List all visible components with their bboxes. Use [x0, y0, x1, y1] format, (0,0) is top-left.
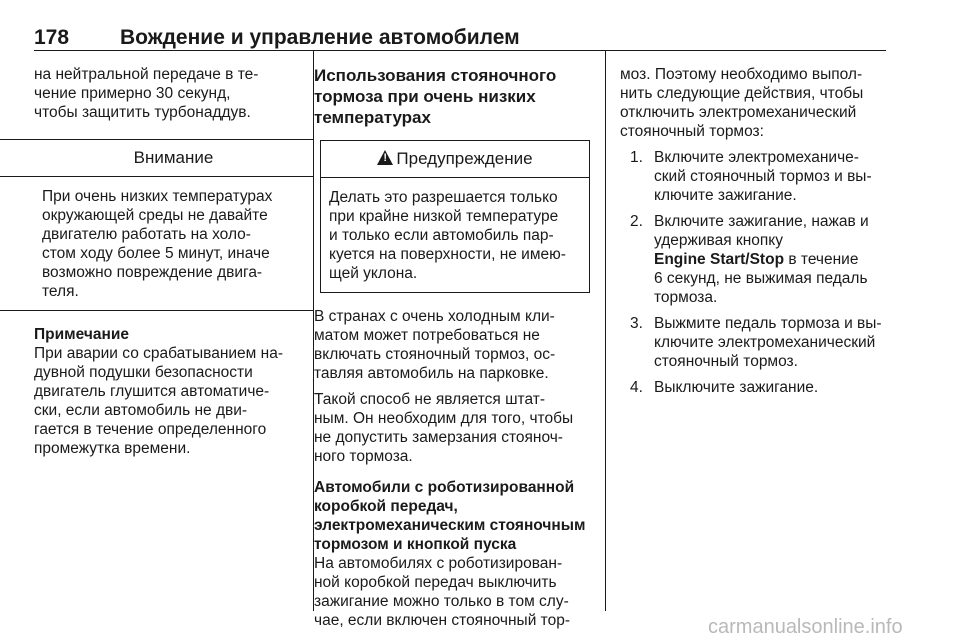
- section-heading: [314, 51, 590, 128]
- text-line: На автомобилях с роботизирован-: [314, 555, 563, 572]
- warning-triangle-icon: [377, 150, 393, 165]
- list-item: [630, 148, 890, 205]
- text-line: тормоза.: [654, 289, 718, 306]
- subheading-line: коробкой передач,: [314, 498, 458, 515]
- text-line: ного тормоза.: [314, 448, 413, 465]
- text-line: чение примерно 30 секунд,: [34, 85, 231, 102]
- text-line: щей уклона.: [329, 265, 418, 282]
- text-line: стояночный тормоз.: [654, 353, 798, 370]
- list-item: [630, 314, 890, 371]
- text-line: ключите зажигание.: [654, 187, 797, 204]
- text-line: двигателю работать на холо-: [42, 226, 251, 243]
- paragraph-3: [314, 554, 590, 630]
- chapter-title: Вождение и управление автомобилем: [120, 26, 520, 49]
- text-line: В странах с очень холодным кли-: [314, 308, 555, 325]
- text-line: при крайне низкой температуре: [329, 208, 559, 225]
- column-2: [314, 51, 590, 630]
- column-3: [606, 51, 890, 397]
- note-section: [34, 325, 298, 458]
- text-line: ной коробкой передач выключить: [314, 574, 557, 591]
- notice-body: [0, 177, 313, 310]
- text-line: на нейтральной передаче в те-: [34, 66, 259, 83]
- text-line: моз. Поэтому необходимо выпол-: [620, 66, 863, 83]
- text-line: Выключите зажигание.: [654, 379, 819, 396]
- text-line: гается в течение определенного: [34, 421, 267, 438]
- heading-line: температурах: [314, 108, 431, 127]
- text-line: стом ходу более 5 минут, иначе: [42, 245, 270, 262]
- notice-title: Внимание: [0, 140, 313, 177]
- paragraph-2: [314, 390, 590, 466]
- text-line: нить следующие действия, чтобы: [620, 85, 864, 102]
- text-line: Делать это разрешается только: [329, 189, 558, 206]
- step-number: 1.: [630, 149, 643, 166]
- watermark: carmanualsonline.info: [708, 616, 903, 638]
- text-line: дувной подушки безопасности: [34, 364, 253, 381]
- subheading-line: тормозом и кнопкой пуска: [314, 536, 517, 553]
- list-item: [630, 212, 890, 307]
- text-line: матом может потребоваться не: [314, 327, 540, 344]
- warning-title: [321, 141, 589, 178]
- subheading: [314, 478, 590, 554]
- intro-paragraph-3: [606, 51, 890, 141]
- paragraph-1: [314, 307, 590, 383]
- notice-box: [0, 139, 314, 311]
- text-line: 6 секунд, не выжимая педаль: [654, 270, 868, 287]
- text-line: удерживая кнопку: [654, 232, 783, 249]
- text-line: При аварии со срабатыванием на-: [34, 345, 283, 362]
- text-line: отключить электромеханический: [620, 104, 857, 121]
- heading-line: тормоза при очень низких: [314, 87, 536, 106]
- text-line: ным. Он необходим для того, чтобы: [314, 410, 574, 427]
- text-line: ски, если автомобиль не дви-: [34, 402, 248, 419]
- text-line: Включите электромеханиче-: [654, 149, 859, 166]
- text-line: При очень низких температурах: [42, 188, 273, 205]
- text-line: включать стояночный тормоз, ос-: [314, 346, 556, 363]
- intro-paragraph: [34, 51, 298, 122]
- text-line: и только если автомобиль пар-: [329, 227, 554, 244]
- page-header: [34, 14, 886, 51]
- warning-box: [320, 140, 590, 293]
- text-line: промежутка времени.: [34, 440, 191, 457]
- warning-title-text: Предупреждение: [396, 149, 533, 168]
- heading-line: Использования стояночного: [314, 66, 557, 85]
- page-number: 178: [34, 26, 70, 49]
- text-fragment: в течение: [784, 251, 859, 268]
- engine-button-name: Engine Start/Stop: [654, 251, 785, 268]
- text-line: стояночный тормоз:: [620, 123, 764, 140]
- text-line: куется на поверхности, не имею-: [329, 246, 566, 263]
- text-line: зажигание можно только в том слу-: [314, 593, 569, 610]
- column-1: [34, 51, 298, 458]
- text-line: ключите электромеханический: [654, 334, 876, 351]
- step-number: 2.: [630, 213, 643, 230]
- text-line: Такой способ не является штат-: [314, 391, 546, 408]
- step-number: 3.: [630, 315, 643, 332]
- text-line: чтобы защитить турбонаддув.: [34, 104, 251, 121]
- text-line: чае, если включен стояночный тор-: [314, 612, 570, 629]
- text-line: ский стояночный тормоз и вы-: [654, 168, 872, 185]
- warning-body: [321, 178, 589, 292]
- text-line: возможно повреждение двига-: [42, 264, 263, 281]
- text-line: тавляя автомобиль на парковке.: [314, 365, 549, 382]
- text-line: [654, 250, 890, 269]
- text-line: окружающей среды не давайте: [42, 207, 268, 224]
- subheading-line: Автомобили с роботизированной: [314, 479, 575, 496]
- steps-list: [606, 148, 890, 397]
- text-line: двигатель глушится автоматиче-: [34, 383, 270, 400]
- text-line: Включите зажигание, нажав и: [654, 213, 869, 230]
- note-title: Примечание: [34, 326, 129, 343]
- text-line: Выжмите педаль тормоза и вы-: [654, 315, 882, 332]
- list-item: [630, 378, 890, 397]
- step-number: 4.: [630, 379, 643, 396]
- text-line: теля.: [42, 283, 79, 300]
- text-line: не допустить замерзания стояноч-: [314, 429, 563, 446]
- subheading-line: электромеханическим стояночным: [314, 517, 586, 534]
